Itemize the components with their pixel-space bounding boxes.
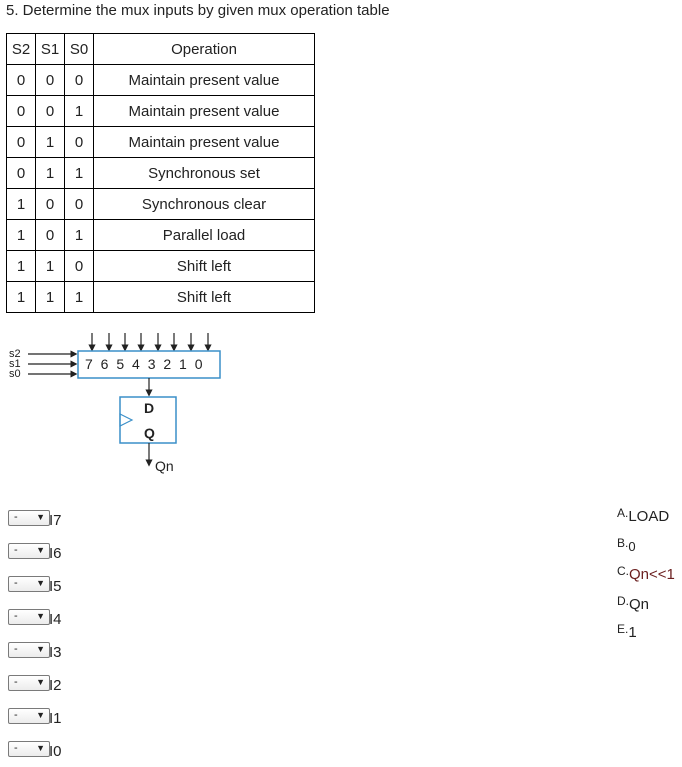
cell-s0: 0 xyxy=(65,251,94,282)
cell-s0: 1 xyxy=(65,158,94,189)
table-row xyxy=(7,189,315,220)
cell-s2: 0 xyxy=(7,65,36,96)
cell-s1: 1 xyxy=(36,127,65,158)
cell-operation: Shift left xyxy=(94,282,315,313)
cell-s0: 0 xyxy=(65,127,94,158)
choice-item-c xyxy=(617,566,675,584)
cell-s1: 0 xyxy=(36,96,65,127)
chevron-down-icon: ▼ xyxy=(36,611,45,621)
table-row xyxy=(7,282,315,313)
cell-s2: 1 xyxy=(7,220,36,251)
choice-text: 1 xyxy=(628,624,637,641)
answer-label-i7: I7 xyxy=(49,512,62,529)
choice-letter: B. xyxy=(617,536,629,550)
cell-s2: 1 xyxy=(7,251,36,282)
chevron-down-icon: ▼ xyxy=(36,677,45,687)
answer-label-i2: I2 xyxy=(49,677,62,694)
flipflop-d-label: D xyxy=(144,400,155,416)
cell-s1: 0 xyxy=(36,189,65,220)
cell-s0: 0 xyxy=(65,65,94,96)
cell-s0: 1 xyxy=(65,220,94,251)
cell-s0: 1 xyxy=(65,282,94,313)
choice-text: 0 xyxy=(628,539,636,554)
cell-operation: Synchronous set xyxy=(94,158,315,189)
cell-s2: 0 xyxy=(7,127,36,158)
table-row xyxy=(7,65,315,96)
chevron-down-icon: ▼ xyxy=(36,512,45,522)
answer-label-i0: I0 xyxy=(49,743,62,760)
operation-table xyxy=(6,33,315,313)
question-text: 5. Determine the mux inputs by given mux operation table xyxy=(6,2,390,19)
cell-s2: 0 xyxy=(7,158,36,189)
cell-operation: Maintain present value xyxy=(94,65,315,96)
select-label-s0: s0 xyxy=(9,368,21,380)
header-s2: S2 xyxy=(7,34,36,65)
mux-input-arrows xyxy=(92,333,208,348)
table-row xyxy=(7,158,315,189)
header-s0: S0 xyxy=(65,34,94,65)
answer-select-i7[interactable]: - ▼ xyxy=(8,510,50,526)
answer-select-i1[interactable]: - ▼ xyxy=(8,708,50,724)
table-row xyxy=(7,127,315,158)
chevron-down-icon: ▼ xyxy=(36,644,45,654)
cell-s1: 0 xyxy=(36,220,65,251)
choice-item-b xyxy=(617,538,636,556)
cell-operation: Parallel load xyxy=(94,220,315,251)
answer-label-i4: I4 xyxy=(49,611,62,628)
answer-select-i0[interactable]: - ▼ xyxy=(8,741,50,757)
choice-letter: D. xyxy=(617,594,629,608)
cell-s2: 1 xyxy=(7,189,36,220)
cell-s2: 0 xyxy=(7,96,36,127)
answer-select-i6[interactable]: - ▼ xyxy=(8,543,50,559)
answer-select-i4[interactable]: - ▼ xyxy=(8,609,50,625)
header-s1: S1 xyxy=(36,34,65,65)
choice-item-a xyxy=(617,508,669,526)
cell-operation: Maintain present value xyxy=(94,96,315,127)
choice-letter: A. xyxy=(617,506,629,520)
cell-operation: Shift left xyxy=(94,251,315,282)
select-label-s2: s2 xyxy=(9,348,21,360)
table-row xyxy=(7,220,315,251)
cell-s1: 0 xyxy=(36,65,65,96)
cell-s0: 1 xyxy=(65,96,94,127)
mux-flipflop-diagram xyxy=(6,330,236,480)
cell-s1: 1 xyxy=(36,158,65,189)
cell-s1: 1 xyxy=(36,282,65,313)
choice-text: Qn xyxy=(629,596,650,613)
chevron-down-icon: ▼ xyxy=(36,710,45,720)
table-row xyxy=(7,251,315,282)
header-operation: Operation xyxy=(94,34,315,65)
select-label-s1: s1 xyxy=(9,358,21,370)
answer-label-i3: I3 xyxy=(49,644,62,661)
choice-text: Qn<<1 xyxy=(629,566,675,583)
choice-item-d xyxy=(617,596,649,614)
cell-operation: Maintain present value xyxy=(94,127,315,158)
cell-s0: 0 xyxy=(65,189,94,220)
table-row xyxy=(7,96,315,127)
cell-s1: 1 xyxy=(36,251,65,282)
answer-label-i6: I6 xyxy=(49,545,62,562)
flipflop-q-label: Q xyxy=(144,425,155,441)
output-label: Qn xyxy=(155,458,174,474)
choice-letter: C. xyxy=(617,564,629,578)
answer-label-i5: I5 xyxy=(49,578,62,595)
choice-letter: E. xyxy=(617,622,629,636)
chevron-down-icon: ▼ xyxy=(36,578,45,588)
answer-select-i5[interactable]: - ▼ xyxy=(8,576,50,592)
choice-item-e xyxy=(617,624,637,642)
cell-s2: 1 xyxy=(7,282,36,313)
answer-label-i1: I1 xyxy=(49,710,62,727)
mux-input-labels: 7 6 5 4 3 2 1 0 xyxy=(85,356,205,372)
table-header-row xyxy=(7,34,315,65)
chevron-down-icon: ▼ xyxy=(36,743,45,753)
answer-select-i2[interactable]: - ▼ xyxy=(8,675,50,691)
chevron-down-icon: ▼ xyxy=(36,545,45,555)
answer-select-i3[interactable]: - ▼ xyxy=(8,642,50,658)
choice-text: LOAD xyxy=(628,508,670,525)
cell-operation: Synchronous clear xyxy=(94,189,315,220)
